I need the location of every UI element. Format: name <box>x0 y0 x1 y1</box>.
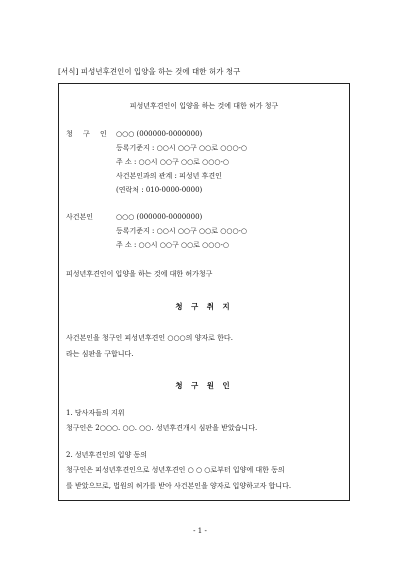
purpose-line-2: 라는 심판을 구합니다. <box>66 350 134 358</box>
principal-label: 사건본인 <box>66 213 94 221</box>
principal-address: 주 소 : ○○시 ○○구 ○○로 ○○○-○ <box>116 241 229 249</box>
form-header: [서식] 피성년후견인이 입양을 하는 것에 대한 허가 청구 <box>58 67 241 76</box>
claimant-address: 주 소 : ○○시 ○○구 ○○로 ○○○-○ <box>116 158 229 166</box>
purpose-title: 청 구 취 지 <box>175 302 233 311</box>
claimant-reg-address: 등록기준지 : ○○시 ○○구 ○○로 ○○○-○ <box>116 144 248 152</box>
claimant-relation: 사건본인과의 관계 : 피성년 후견인 <box>116 172 222 180</box>
cause-title: 청 구 원 인 <box>175 381 233 390</box>
claimant-label: 청 구 인 <box>66 130 111 138</box>
cause-section-2-text-2: 를 받았으므로, 법원의 허가를 받아 사건본인을 양자로 입양하고자 합니다. <box>66 482 292 490</box>
document-title: 피성년후견인이 입양을 하는 것에 대한 허가 청구 <box>129 102 279 110</box>
cause-section-2-text-1: 청구인은 피성년후견인으로 성년후견인 ○ ○ ○로부터 입양에 대한 동의 <box>66 466 285 474</box>
purpose-line-1: 사건본인을 청구인 피성년후견인 ○○○의 양자로 한다. <box>66 334 233 342</box>
claimant-name: ○○○ (000000-0000000) <box>116 130 203 138</box>
page-number: - 1 - <box>193 527 207 535</box>
principal-name: ○○○ (000000-0000000) <box>116 213 203 221</box>
claim-line: 피성년후견인이 입양을 하는 것에 대한 허가청구 <box>66 270 213 278</box>
document-frame <box>58 83 350 501</box>
cause-section-1-title: 1. 당사자들의 지위 <box>66 409 125 417</box>
cause-section-2-title: 2. 성년후견인의 입양 동의 <box>66 451 147 459</box>
claimant-contact: (연락처 : 010-0000-0000) <box>116 186 203 194</box>
principal-reg-address: 등록기준지 : ○○시 ○○구 ○○로 ○○○-○ <box>116 227 248 235</box>
cause-section-1-text: 청구인은 2○○○. ○○. ○○. 성년후견개시 심판을 받았습니다. <box>66 424 258 432</box>
